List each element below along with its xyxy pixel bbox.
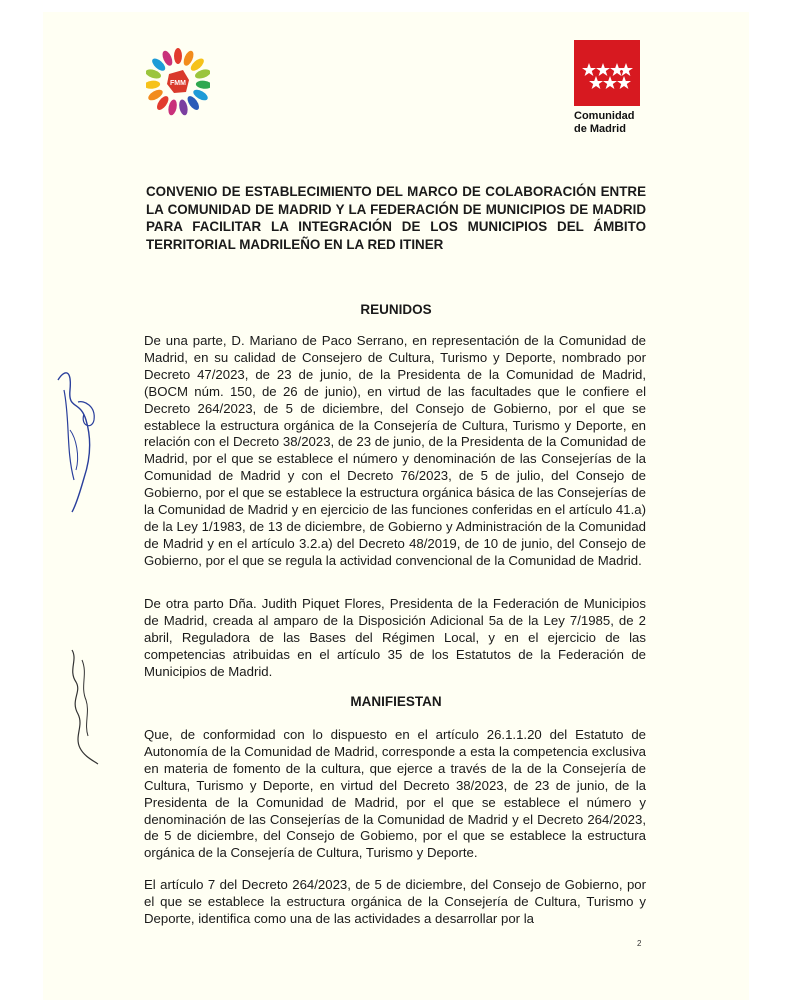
cm-logo-line2: de Madrid — [574, 123, 626, 135]
fmm-logo-text: FMM — [170, 80, 186, 87]
paragraph-4: El artículo 7 del Decreto 264/2023, de 5 de diciembre, del Consejo de Gobierno, por el que se establece la estructura orgánica de la Consejería de Cultura, Turismo y Deporte, identifica como una de las actividades a desarrollar por la — [144, 877, 646, 926]
section-heading-manifiestan: MANIFIESTAN — [350, 694, 442, 709]
signature-top — [50, 360, 110, 520]
comunidad-de-madrid-logo — [574, 40, 644, 140]
fmm-logo — [146, 44, 210, 122]
paragraph-1: De una parte, D. Mariano de Paco Serrano, en representación de la Comunidad de Madrid, en su calidad de Consejero de Cultura, Turismo y Deporte, nombrado por Decreto 47/2023, de 23 de junio, de la Presidenta de la Comunidad de Madrid, (BOCM núm. 150, de 26 de junio), en virtud de las facultades que le confiere el Decreto 264/2023, de 5 de diciembre, del Consejo de Gobierno, por el que se establece la estructura orgánica de la Consejería de Cultura, Turismo y Deporte, en relación con el Decreto 38/2023, de 23 de junio, de la Presidenta de la Comunidad de Madrid, por el que se establece el número y denominación de las Consejerías de la Comunidad de Madrid y con el Decreto 76/2023, de 5 de julio, del Consejo de Gobierno, por el que se establece la estructura orgánica básica de las Consejerías de la Comunidad de Madrid y en ejercicio de las funciones conferidas en el artículo 41.a) de la Ley 1/1983, de 13 de diciembre, de Gobierno y Administración de la Comunidad de Madrid y en el artículo 3.2.a) del Decreto 48/2019, de 10 de junio, del Consejo de Gobierno, por el que se regula la actividad convencional de la Comunidad de Madrid. — [144, 333, 646, 568]
signature-bottom — [58, 640, 108, 770]
paragraph-3: Que, de conformidad con lo dispuesto en el artículo 26.1.1.20 del Estatuto de Autonomía de la Comunidad de Madrid, corresponde a esta la competencia exclusiva en materia de fomento de la cultura, que ejerce a través de la de la Consejería de Cultura, Turismo y Deporte, en virtud del Decreto 38/2023, de 23 de junio, de la Presidenta de la Comunidad de Madrid, por el que se establece el número y denominación de las Consejerías de la Comunidad de Madrid y el Decreto 264/2023, de 5 de diciembre, del Consejo de Gobiemo, por el que se establece la estructura orgánica de la Consejería de Cultura, Turismo y Deporte. — [144, 727, 646, 861]
cm-logo-text — [574, 110, 654, 136]
cm-logo-line1: Comunidad — [574, 110, 635, 122]
page-number: 2 — [637, 939, 642, 948]
paragraph-2: De otra parto Dña. Judith Piquet Flores, Presidenta de la Federación de Municipios de Madrid, creada al amparo de la Disposición Adicional 5a de la Ley 7/1985, de 2 abril, Reguladora de las Bases del Régimen Local, y en el ejercicio de las competencias atribuidas en el artículo 35 de los Estatutos de la Federación de Municipios de Madrid. — [144, 596, 646, 679]
cm-flag — [574, 40, 640, 106]
document-title: CONVENIO DE ESTABLECIMIENTO DEL MARCO DE COLABORACIÓN ENTRE LA COMUNIDAD DE MADRID Y LA FEDERACIÓN DE MUNICIPIOS DE MADRID PARA FACILITAR LA INTEGRACIÓN DE LOS MUNICIPIOS DEL ÁMBITO TERRITORIAL MADRILEÑO EN LA RED ITINER — [146, 184, 646, 252]
stars-icon — [574, 40, 640, 106]
section-heading-reunidos: REUNIDOS — [360, 302, 432, 317]
